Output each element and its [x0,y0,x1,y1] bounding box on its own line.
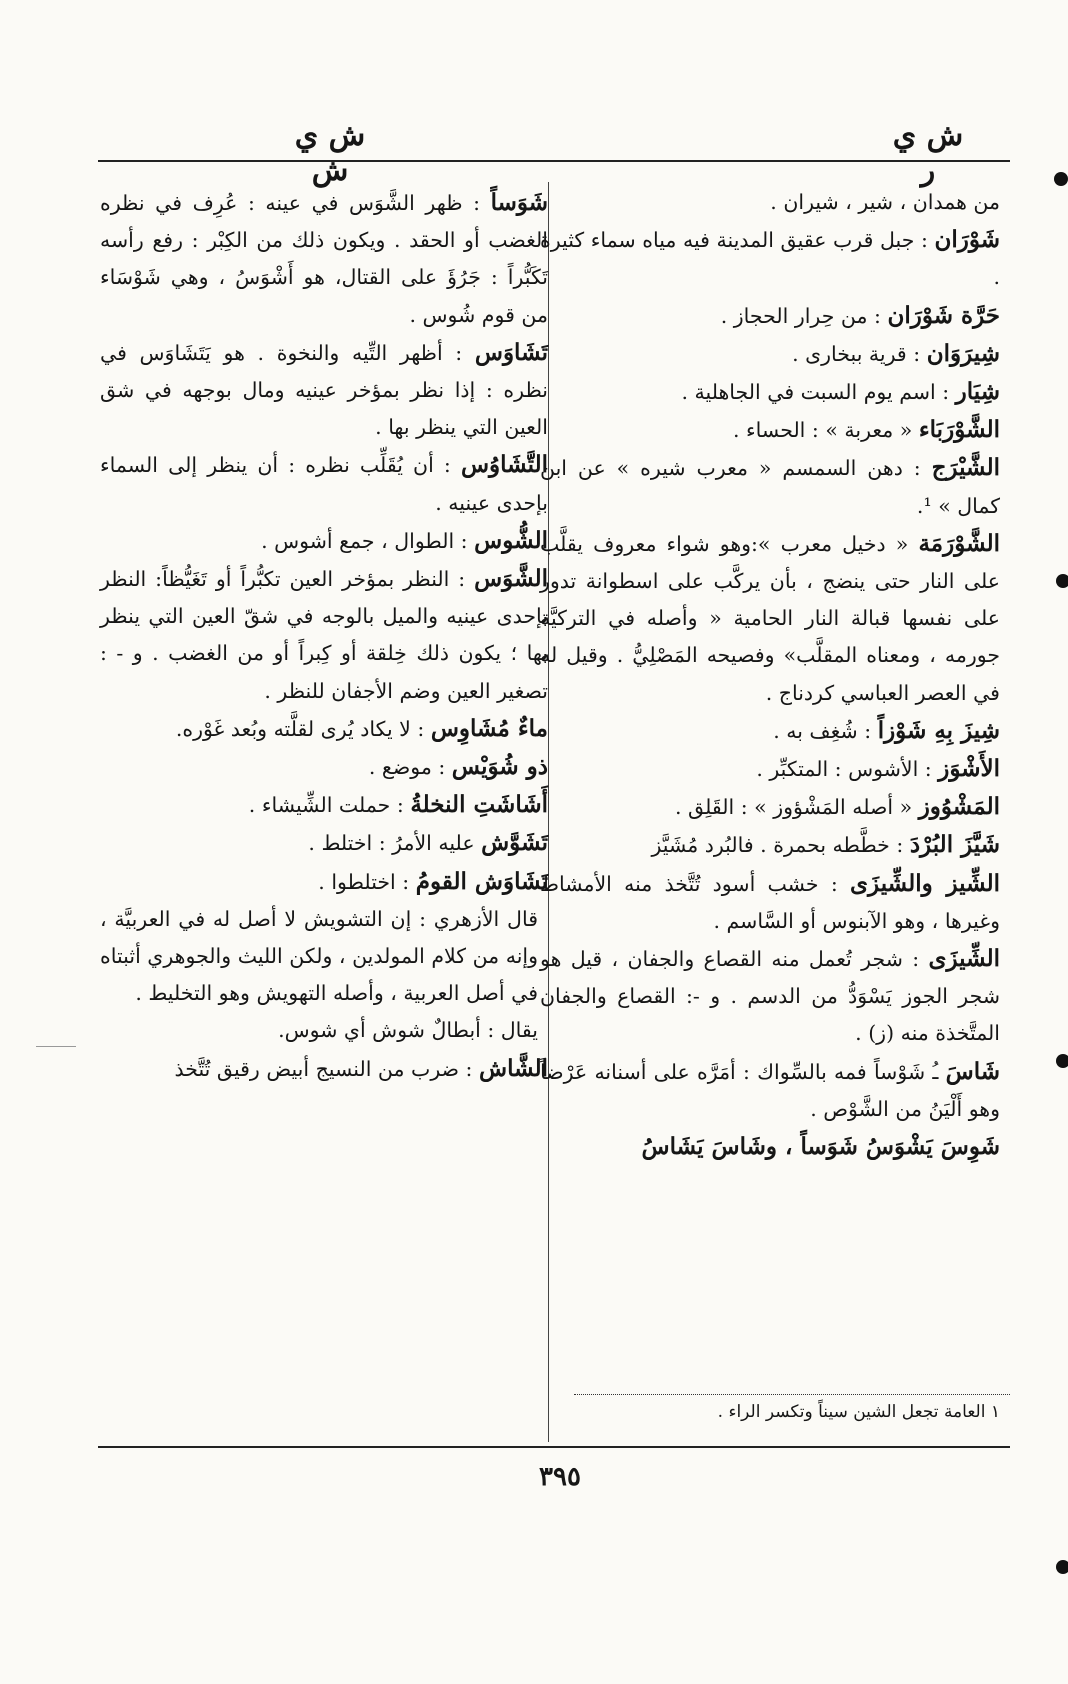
entry-headword: ماءٌ مُشَاوِس [430,714,548,742]
page-number: ٣٩٥ [539,1462,581,1492]
entry: شَيَّزَ البُرْدَ : خطَّطه بحمرة . فالبُرد مُشَيَّز [651,831,1000,859]
entry-headword: تَشَوَّش [481,829,548,857]
entry-headword: ذو شُوَيْس [451,753,548,781]
entry: الشَّيْرَج : دهن السمسم « معرب شيره » عن ابن كمال » ¹. [540,454,1000,518]
entry-headword: شَيَّزَ البُرْدَ [909,831,1000,859]
entry: تَشَاوَس : أظهر التِّيه والنخوة . هو يَتَشَاوَس في نظره : إذا نظر بمؤخر عينيه ومال بوجهه في شق العين التي ينظر بها . [100,338,548,440]
entry: الشُّوس : الطوال ، جمع أشوس . [261,526,548,554]
entry: شِيرَوَان : قرية ببخارى . [792,339,1000,367]
entry-headword: شِيرَوَان [926,339,1000,367]
entry-headword: الشَّوَس [474,565,548,593]
entry-headword: الشَّوْرَبَاء [918,416,1000,444]
entry: شَوَساً : ظهر الشَّوَس في عينه : عُرِف في نظره الغضب أو الحقد . ويكون ذلك من الكِبْر : رفع رأسه تَكَبُّراً : جَرُؤَ على القتال، هو أَشْوَسُ ، وهي شَوْسَاء من قوم شُوس . [100,189,548,327]
entry [540,1128,1000,1166]
footnote-rule [574,1394,1010,1395]
entry-headword: تَشَاوَش القومُ [415,867,548,895]
entry-headword: التَّشَاوُس [460,451,548,479]
entry: الشَّاش : ضرب من النسيج أبيض رقيق تُتَّخذ [174,1054,548,1082]
entry: أَشَاشَتِ النخلةُ : حملت الشِّيشاء . [248,791,548,819]
binding-mark [1054,172,1068,186]
entry: شَاسَ ـُ شَوْساً فمه بالسِّواك : أمَرَّه على أسنانه عَرْضاً وهو أَلْيَنُ من الشَّوْص . [540,1057,1000,1121]
entry-headword: الشَّيْرَج [931,454,1000,482]
entry-headword: أَشَاشَتِ النخلةُ [410,791,548,819]
entry-headword: شَوَساً [490,189,548,216]
header-root-left: ش ي ش [294,118,366,188]
entry-headword: شِيَار [955,378,1000,406]
entry-headword: الشُّوس [474,526,548,554]
entry-headword: المَشْوُوز [918,793,1000,821]
entry-headword: الشِّيز والشِّيزَى [850,869,1000,897]
entry: التَّشَاوُس : أن يُقَلِّب نظره : أن ينظر إلى السماء بإحدى عينيه . [100,451,548,515]
binding-mark [1056,574,1068,588]
entry: الشَّوْرَبَاء « معربة » : الحساء . [733,416,1000,444]
entry-headword: حَرَّة شَوْرَان [887,301,1000,329]
entry: الشَّوْرَمَة « دخيل معرب »:وهو شواء معروف يقلَّب على النار حتى ينضج ، بأن يركَّب على اسطوانة تدور على نفسها قبالة النار الحامية « وأصله في التركيَّة جورمه ، ومعناه المقلَّب» وفصيحه المَصْلِيُّ . وقيل له في العصر العباسي كردناج . [540,529,1000,705]
binding-mark [1056,1054,1068,1068]
entry: ماءٌ مُشَاوِس : لا يكاد يُرى لقلَّته وبُعد غَوْره. [175,714,548,742]
entry-headword: شَاسَ [945,1057,1000,1085]
entry: تَشَوَّش عليه الأمرُ : اختلط . [308,829,548,857]
entry-headword: الشَّاش [479,1054,548,1082]
entry-headword: الشِّيزَى [928,945,1000,973]
entry: قال الأزهري : إن التشويش لا أصل له في العربيَّة ، وإنه من كلام المولدين ، ولكن الليث والجوهري أثبتاه في أصل العربية ، وأصله التهويش وهو التخليط . [100,906,538,1006]
entry-headword: الأَشْوَز [938,755,1000,783]
entry-headword: شَوِسَ يَشْوَسُ شَوَساً ، وشَاسَ يَشَاسُ [641,1133,1000,1161]
entry: ذو شُوَيْس : موضع . [368,753,548,781]
entry: المَشْوُوز « أصله المَشْؤوز » : القَلِق . [675,793,1000,821]
entry: الشَّوَس : النظر بمؤخر العين تكبُّراً أو تَغَيُّظاً: النظر بإحدى عينيه والميل بالوجه في شقّ العين التي ينظر بها ؛ يكون ذلك خِلقة أو كِبراً أو من الغضب . و - : تصغير العين وضم الأجفان للنظر . [100,565,548,703]
margin-tick [36,1046,76,1047]
entry: حَرَّة شَوْرَان : من حِرار الحجاز . [720,301,1000,329]
entry: الشِّيزَى : شجر تُعمل منه القصاع والجفان ، قيل هو شجر الجوز يَسْوَدُّ من الدسم . و -: القصاع والجفان المتَّخذة منه (ز) . [540,945,1000,1046]
entry-headword: تَشَاوَس [474,338,548,366]
left-column [100,184,548,1088]
entry-headword: الشَّوْرَمَة [918,529,1000,557]
right-column [540,184,1000,1166]
entry: يقال : أبطالٌ شوش أي شوس. [278,1018,538,1043]
entry: الأَشْوَز : الأشوس : المتكبِّر . [756,755,1000,783]
header-root-right: ش ي ر [892,118,964,188]
bottom-rule [98,1446,1010,1448]
entry: من همدان ، شير ، شيران . [770,190,1000,214]
top-rule [98,160,1010,162]
entry: الشِّيز والشِّيزَى : خشب أسود تُتَّخذ منه الأمشاط وغيرها ، وهو الآبنوس أو السَّاسم . [540,869,1000,933]
entry: شِيزَ بِهِ شَوْزاً : شُغِف به . [773,716,1000,744]
entry-headword: شَوْرَان [934,226,1000,254]
footnote: ١ العامة تجعل الشين سيناً وتكسر الراء . [717,1402,1000,1422]
entry: شَوْرَان : جبل قرب عقيق المدينة فيه مياه سماء كثيرة . [540,226,1000,290]
binding-mark [1056,1560,1068,1574]
entry-headword: شِيزَ بِهِ شَوْزاً [877,716,1000,744]
entry: شِيَار : اسم يوم السبت في الجاهلية . [681,378,1000,406]
entry: تَشَاوَش القومُ : اختلطوا . [318,867,548,895]
